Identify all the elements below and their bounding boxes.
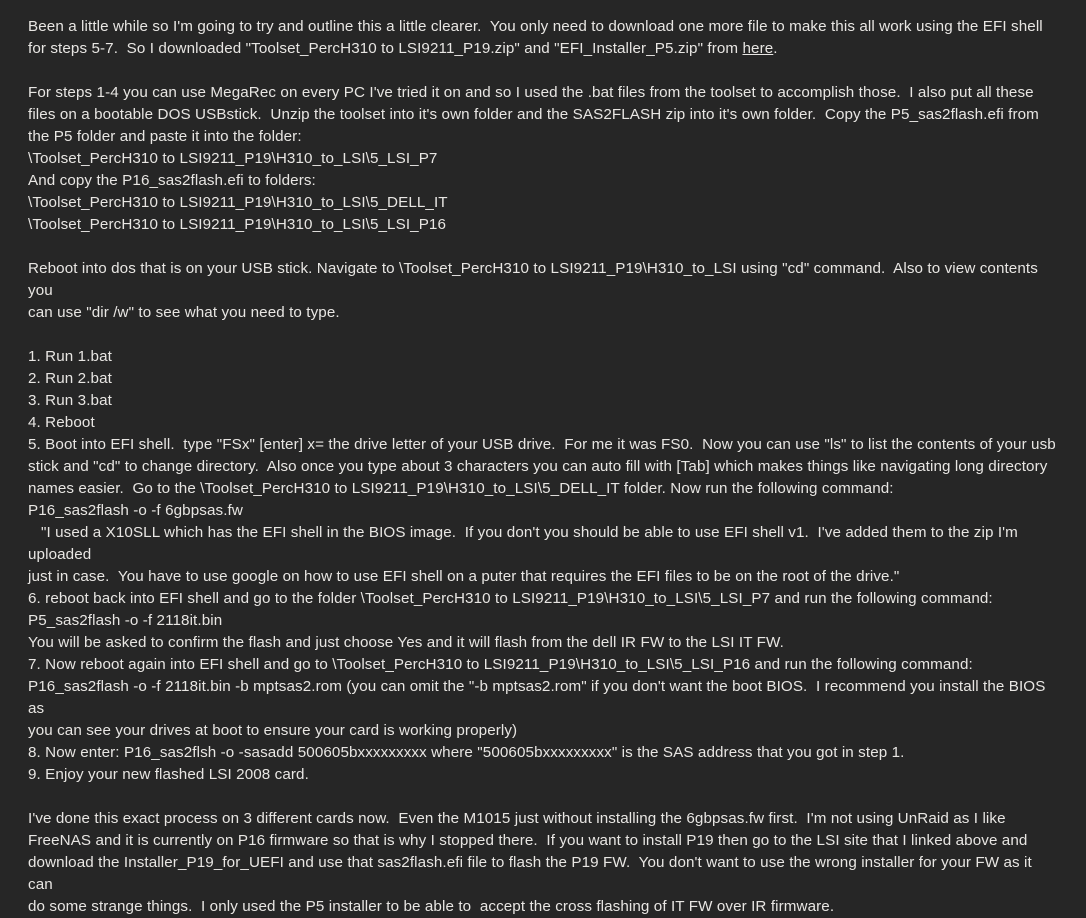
text-line: 9. Enjoy your new flashed LSI 2008 card.	[28, 766, 309, 783]
text-line: \Toolset_PercH310 to LSI9211_P19\H310_to_LSI\5_DELL_IT	[28, 194, 448, 211]
text-line: 3. Run 3.bat	[28, 392, 112, 409]
text-line: P16_sas2flash -o -f 2118it.bin -b mptsas2.rom (you can omit the "-b mptsas2.rom" if you don't want the boot BIOS. I recommend you install the BIOS as	[28, 678, 1050, 717]
text-line: FreeNAS and it is currently on P16 firmware so that is why I stopped there. If you want to install P19 then go to the LSI site that I linked above and	[28, 832, 1028, 849]
text-line: 6. reboot back into EFI shell and go to the folder \Toolset_PercH310 to LSI9211_P19\H310_to_LSI\5_LSI_P7 and run the following command:	[28, 590, 993, 607]
text-line: 4. Reboot	[28, 414, 95, 431]
text-line: Been a little while so I'm going to try and outline this a little clearer. You only need to download one more file to make this all work using the EFI shell	[28, 18, 1043, 35]
blank-line	[28, 60, 1058, 82]
text-line: names easier. Go to the \Toolset_PercH310 to LSI9211_P19\H310_to_LSI\5_DELL_IT folder. Now run the following command:	[28, 480, 894, 497]
text-line: download the Installer_P19_for_UEFI and use that sas2flash.efi file to flash the P19 FW. You don't want to use the wrong installer for your FW as it can	[28, 854, 1037, 893]
text-line-tail: .	[773, 40, 778, 57]
here-link[interactable]: here	[742, 40, 774, 57]
text-line-segment: for steps 5-7. So I downloaded "Toolset_PercH310 to LSI9211_P19.zip" and "EFI_Installer_P5.zip" from	[28, 40, 743, 57]
text-line: P16_sas2flash -o -f 6gbpsas.fw	[28, 502, 243, 519]
text-line: 1. Run 1.bat	[28, 348, 112, 365]
text-line: the P5 folder and paste it into the folder:	[28, 128, 302, 145]
blank-line	[28, 236, 1058, 258]
text-line: For steps 1-4 you can use MegaRec on every PC I've tried it on and so I used the .bat files from the toolset to accomplish those. I also put all these	[28, 84, 1034, 101]
paragraph-spacer-2	[28, 236, 1058, 258]
paragraph-steps-list	[28, 346, 1058, 786]
paragraph-intro	[28, 16, 1058, 60]
paragraph-steps-1-4-prep	[28, 82, 1058, 236]
text-line: P5_sas2flash -o -f 2118it.bin	[28, 612, 223, 629]
text-line: And copy the P16_sas2flash.efi to folders:	[28, 172, 316, 189]
text-line: Reboot into dos that is on your USB stick. Navigate to \Toolset_PercH310 to LSI9211_P19\H310_to_LSI using "cd" command. Also to view contents you	[28, 260, 1043, 299]
text-line: 7. Now reboot again into EFI shell and go to \Toolset_PercH310 to LSI9211_P19\H310_to_LSI\5_LSI_P16 and run the following command:	[28, 656, 973, 673]
blank-line	[28, 324, 1058, 346]
text-line: stick and "cd" to change directory. Also once you type about 3 characters you can auto fill with [Tab] which makes things like navigating long directory	[28, 458, 1048, 475]
paragraph-spacer-3	[28, 324, 1058, 346]
paragraph-spacer-4	[28, 786, 1058, 808]
text-line: 5. Boot into EFI shell. type "FSx" [enter] x= the drive letter of your USB drive. For me it was FS0. Now you can use "ls" to list the contents of your usb	[28, 436, 1056, 453]
text-line: do some strange things. I only used the P5 installer to be able to accept the cross flashing of IT FW over IR firmware.	[28, 898, 835, 915]
text-line: You will be asked to confirm the flash and just choose Yes and it will flash from the dell IR FW to the LSI IT FW.	[28, 634, 784, 651]
text-line	[28, 38, 1058, 60]
text-line: can use "dir /w" to see what you need to type.	[28, 304, 340, 321]
paragraph-spacer-1	[28, 60, 1058, 82]
paragraph-reboot-dos	[28, 258, 1058, 324]
text-line: 8. Now enter: P16_sas2flsh -o -sasadd 500605bxxxxxxxxx where "500605bxxxxxxxxx" is the SAS address that you got in step 1.	[28, 744, 905, 761]
paragraph-closing	[28, 808, 1058, 918]
blank-line	[28, 786, 1058, 808]
text-line: I've done this exact process on 3 different cards now. Even the M1015 just without installing the 6gbpsas.fw first. I'm not using UnRaid as I like	[28, 810, 1006, 827]
text-line: \Toolset_PercH310 to LSI9211_P19\H310_to_LSI\5_LSI_P16	[28, 216, 447, 233]
text-line: files on a bootable DOS USBstick. Unzip the toolset into it's own folder and the SAS2FLASH zip into it's own folder. Copy the P5_sas2flash.efi from	[28, 106, 1039, 123]
text-line: "I used a X10SLL which has the EFI shell in the BIOS image. If you don't you should be able to use EFI shell v1. I've added them to the zip I'm uploaded	[28, 524, 1023, 563]
text-line: just in case. You have to use google on how to use EFI shell on a puter that requires the EFI files to be on the root of the drive."	[28, 568, 900, 585]
text-line: \Toolset_PercH310 to LSI9211_P19\H310_to_LSI\5_LSI_P7	[28, 150, 438, 167]
text-line: 2. Run 2.bat	[28, 370, 112, 387]
text-line: you can see your drives at boot to ensure your card is working properly)	[28, 722, 518, 739]
